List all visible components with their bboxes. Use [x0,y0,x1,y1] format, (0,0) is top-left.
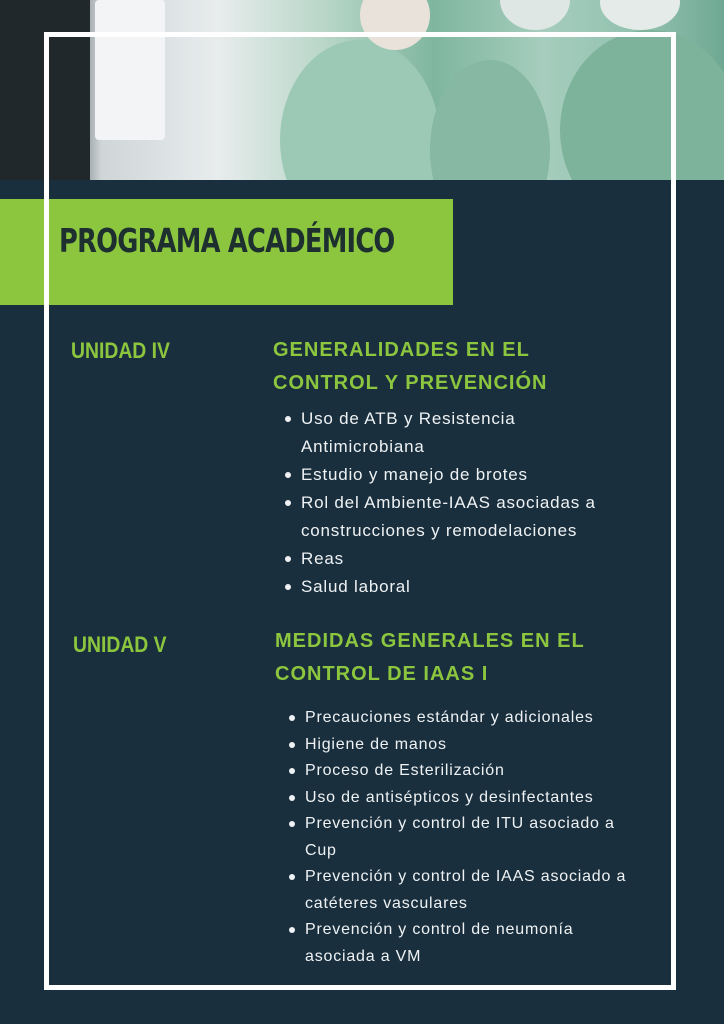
title-band [0,199,453,305]
header-photo [0,0,724,180]
list-item: Prevención y control de ITU asociado a Cup [287,811,642,864]
unit-v-topic-list [287,705,642,970]
unit-v-heading-line1: MEDIDAS GENERALES EN EL [275,630,585,652]
list-item: Precauciones estándar y adicionales [287,705,642,732]
unit-v-heading [275,625,635,691]
list-item: Uso de antisépticos y desinfectantes [287,785,642,812]
list-item: Prevención y control de IAAS asociado a catéteres vasculares [287,864,642,917]
unit-v-label: UNIDAD V [73,632,167,657]
page-title: PROGRAMA ACADÉMICO [59,221,395,260]
list-item: Rol del Ambiente-IAAS asociadas a construcciones y remodelaciones [283,489,623,545]
list-item: Proceso de Esterilización [287,758,642,785]
unit-v-heading-line2: CONTROL DE IAAS I [275,663,489,685]
list-item: Higiene de manos [287,732,642,759]
unit-iv-heading-line2: CONTROL Y PREVENCIÓN [273,372,548,394]
unit-iv-topic-list [283,405,623,601]
list-item: Uso de ATB y Resistencia Antimicrobiana [283,405,623,461]
list-item: Reas [283,545,623,573]
list-item: Estudio y manejo de brotes [283,461,623,489]
unit-iv-heading-line1: GENERALIDADES EN EL [273,339,530,361]
list-item: Salud laboral [283,573,623,601]
list-item: Prevención y control de neumonía asociada a VM [287,917,642,970]
unit-iv-heading [273,334,633,400]
unit-iv-label: UNIDAD IV [71,338,170,363]
